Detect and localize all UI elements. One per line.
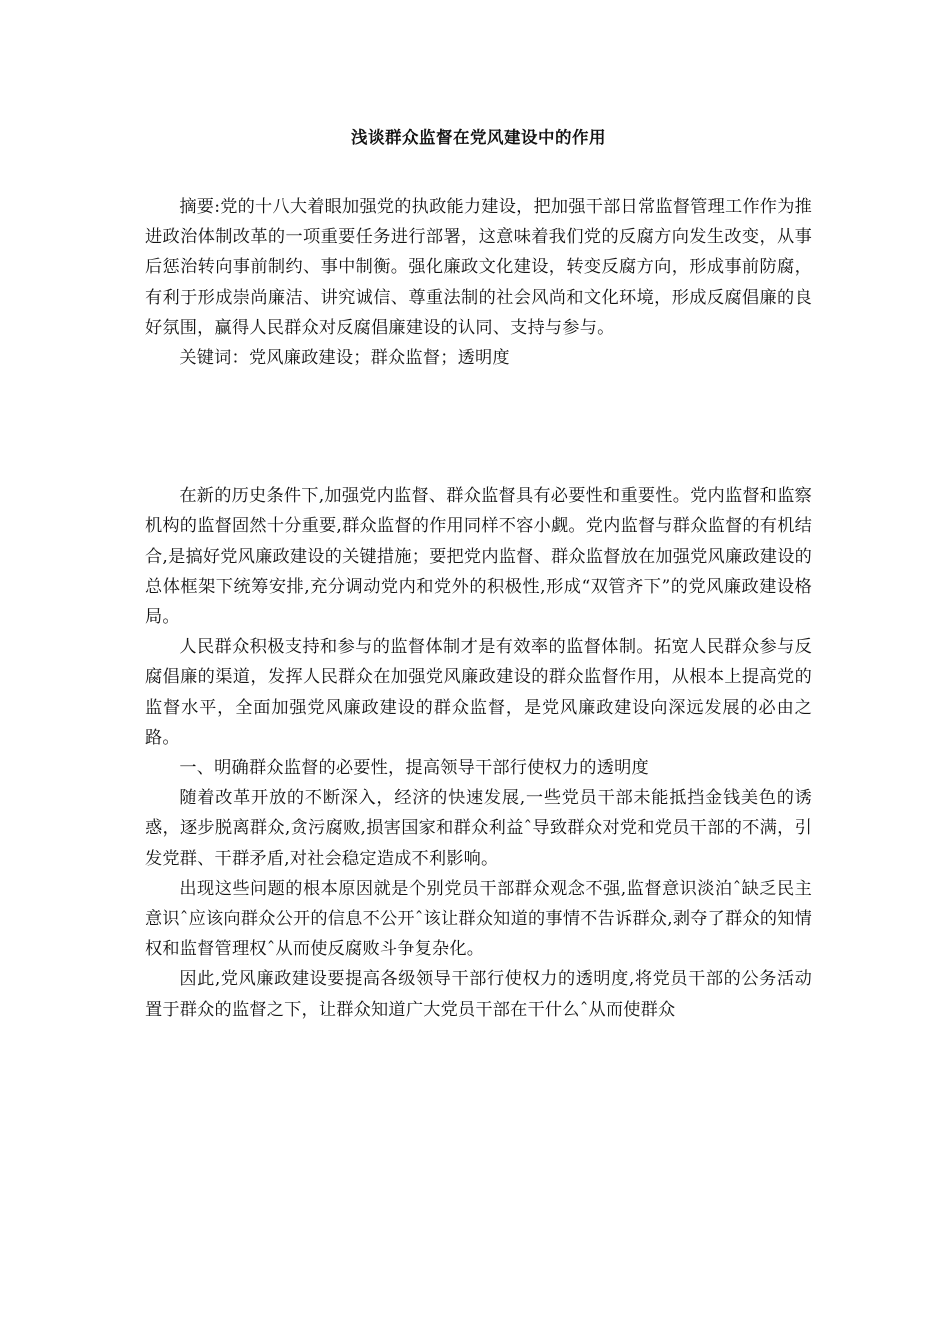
keywords-line: 关键词：党风廉政建设；群众监督；透明度 xyxy=(179,348,510,369)
section-spacer xyxy=(145,373,812,481)
section-heading: 一、明确群众监督的必要性，提高领导干部行使权力的透明度 xyxy=(179,758,649,779)
document-title: 浅谈群众监督在党风建设中的作用 xyxy=(351,128,606,147)
abstract-paragraph: 摘要:党的十八大着眼加强党的执政能力建设，把加强干部日常监督管理工作作为推进政治体制改革的一项重要任务进行部署，这意味着我们党的反腐方向发生改变，从事后惩治转向事前制约、事中制衡。强化廉政文化建设，转变反腐方向，形成事前防腐，有利于形成崇尚廉洁、讲究诚信、尊重法制的社会风尚和文化环境，形成反腐倡廉的良好氛围，赢得人民群众对反腐倡廉建设的认同、支持与参与。 xyxy=(145,197,812,338)
section-paragraph-2: 出现这些问题的根本原因就是个别党员干部群众观念不强,监督意识淡泊ˆ缺乏民主意识ˆ应该向群众公开的信息不公开ˆ该让群众知道的事情不告诉群众,剥夺了群众的知情权和监督管理权ˆ从而使反腐败斗争复杂化。 xyxy=(145,878,812,960)
body-paragraph-2: 人民群众积极支持和参与的监督体制才是有效率的监督体制。拓宽人民群众参与反腐倡廉的渠道，发挥人民群众在加强党风廉政建设的群众监督作用，从根本上提高党的监督水平，全面加强党风廉政建设的群众监督，是党风廉政建设向深远发展的必由之路。 xyxy=(145,637,812,748)
section-paragraph-3: 因此,党风廉政建设要提高各级领导干部行使权力的透明度,将党员干部的公务活动置于群众的监督之下，让群众知道广大党员干部在干什么ˆ从而使群众 xyxy=(145,969,812,1020)
body-paragraph-1: 在新的历史条件下,加强党内监督、群众监督具有必要性和重要性。党内监督和监察机构的监督固然十分重要,群众监督的作用同样不容小觑。党内监督与群众监督的有机结合,是搞好党风廉政建设的关键措施；要把党内监督、群众监督放在加强党风廉政建设的总体框架下统筹安排,充分调动党内和党外的积极性,形成“双管齐下”的党风廉政建设格局。 xyxy=(145,486,812,628)
document-page xyxy=(145,118,812,1025)
section-paragraph-1: 随着改革开放的不断深入，经济的快速发展,一些党员干部未能抵挡金钱美色的诱惑，逐步脱离群众,贪污腐败,损害国家和群众利益ˆ导致群众对党和党员干部的不满，引发党群、干群矛盾,对社会稳定造成不利影响。 xyxy=(145,788,812,869)
